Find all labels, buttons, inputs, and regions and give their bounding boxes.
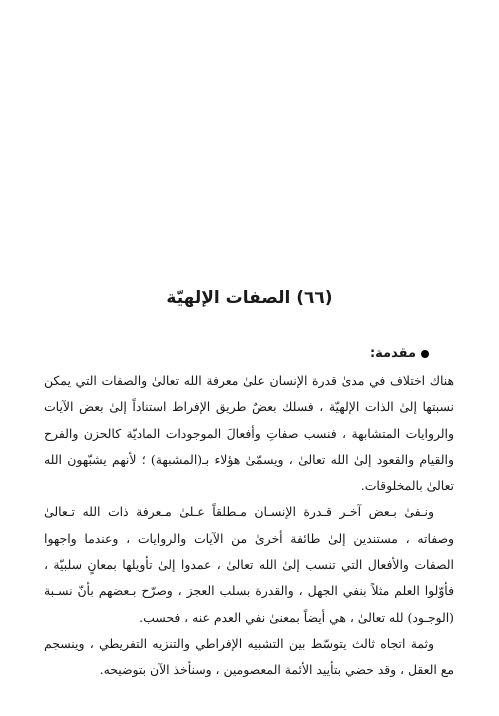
body-text [44,368,454,684]
chapter-title: (٦٦) الصفات الإلهيّة [166,288,333,308]
section-heading-label: مقدمة: [369,346,416,361]
paragraph: وثمة اتجاه ثالث يتوسّط بين التشبيه الإفراطي والتنزيه التفريطي ، وينسجم مع العقل ، وقد حضي بتأييد الأئمة المعصومين ، وسنأخذ الآن بتوضيحه. [44,635,454,678]
paragraph: هناك اختلاف في مدىٰ قدرة الإنسان علىٰ معرفة الله تعالىٰ والصفات التي يمكن نسبتها إلىٰ الذات الإلهيّة ، فسلك بعضٌ طريق الإفراط استناداً إلىٰ بعض الآيات والروايات المتشابهة ، فنسب صفاتِ وأفعالَ الموجودات الماديّة كالحزن والفرح والقيام والقعود إلىٰ الله تعالىٰ ، ويسمّىٰ هؤلاء بـ(المشبهة) ؛ لأنهم يشبّهون الله تعالىٰ بالمخلوقات. [44,373,454,494]
section-heading [370,344,429,364]
paragraph: ونـفىٰ بـعض آخـر قـدرة الإنسـان مـطلقاً عـلىٰ مـعرفة ذات الله تـعالىٰ وصفاته ، مستندين إلىٰ طائفة أخرىٰ من الآيات والروايات ، وعندما واجهوا الصفات والأفعال التي تنسب إلىٰ الله تعالىٰ ، عمدوا إلىٰ تأويلها بمعانٍ سلبيّة ، فأوّلوا العلم مثلاً بنفي الجهل ، والقدرة بسلب العجز ، وصرّح بـعضهم بأنّ نسـبة (الوجـود) لله تعالىٰ ، هي أيضاً بمعنىٰ نفي العدم عنه ، فحسب. [44,504,454,625]
bullet-icon [421,350,429,358]
